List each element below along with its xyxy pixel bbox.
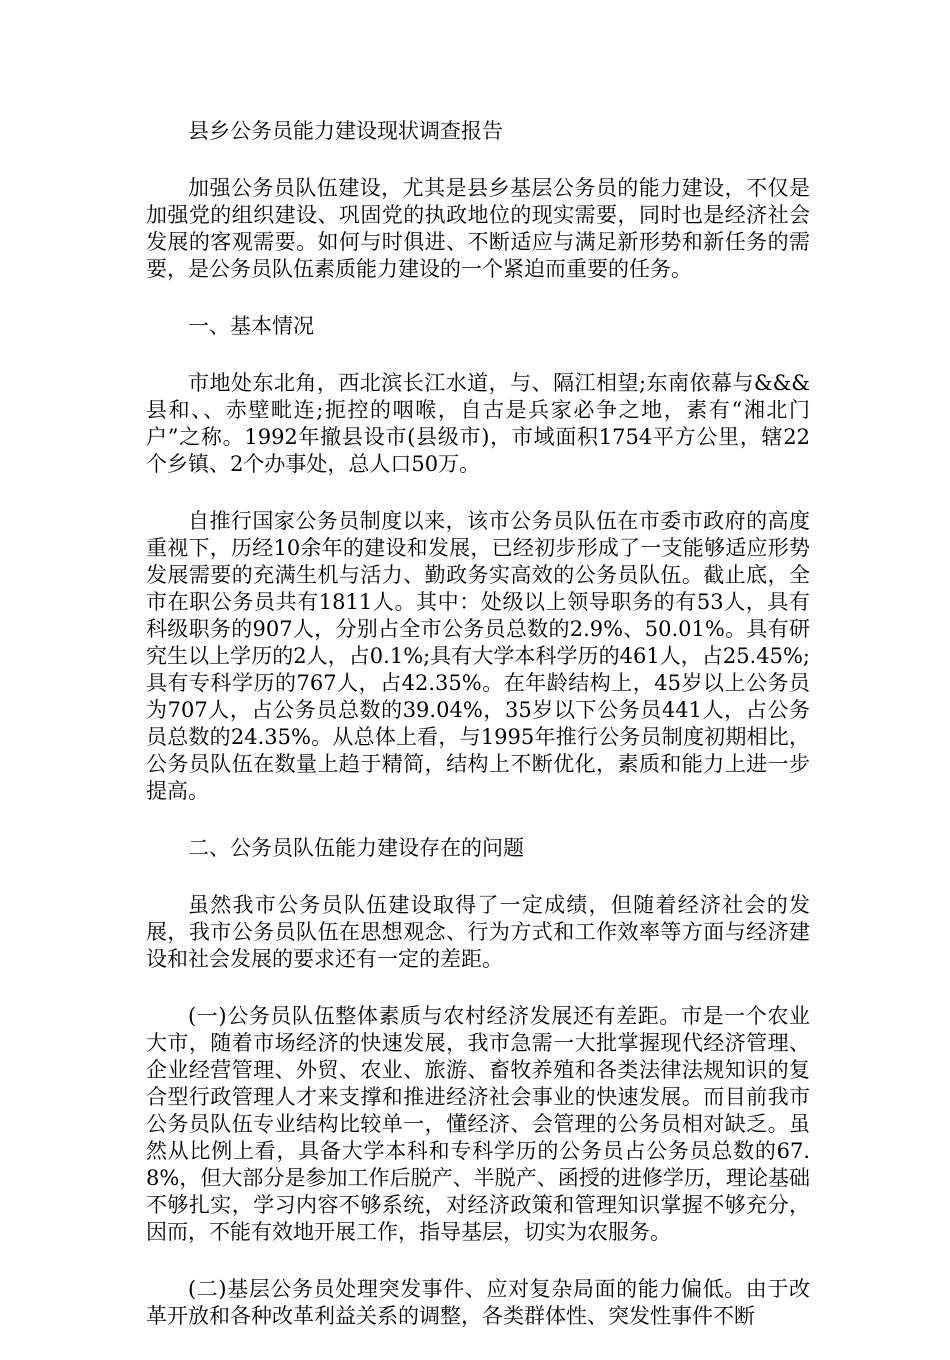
paragraph-problem-two: (二)基层公务员处理突发事件、应对复杂局面的能力偏低。由于改革开放和各种改革利益关系的调整，各类群体性、突发性事件不断 xyxy=(146,1277,810,1328)
paragraph-problem-one: (一)公务员队伍整体素质与农村经济发展还有差距。市是一个农业大市，随着市场经济的快速发展，我市急需一大批掌握现代经济管理、企业经营管理、外贸、农业、旅游、畜牧养殖和各类法律法规知识的复合型行政管理人才来支撑和推进经济社会事业的快速发展。而目前我市公务员队伍专业结构比较单一，懂经济、会管理的公务员相对缺乏。虽然从比例上看，具备大学本科和专科学历的公务员占公务员总数的67.8%，但大部分是参加工作后脱产、半脱产、函授的进修学历，理论基础不够扎实，学习内容不够系统，对经济政策和管理知识掌握不够充分，因而，不能有效地开展工作，指导基层，切实为农服务。 xyxy=(146,1004,810,1244)
intro-paragraph: 加强公务员队伍建设，尤其是县乡基层公务员的能力建设，不仅是加强党的组织建设、巩固党的执政地位的现实需要，同时也是经济社会发展的客观需要。如何与时俱进、不断适应与满足新形势和新任务的需要，是公务员队伍素质能力建设的一个紧迫而重要的任务。 xyxy=(146,176,810,281)
document-title: 县乡公务员能力建设现状调查报告 xyxy=(188,119,503,143)
paragraph-city-overview: 市地处东北角，西北滨长江水道，与、隔江相望;东南依幕与&&&县和、、赤壁毗连;扼控的咽喉，自古是兵家必争之地，素有“湘北门户”之称。1992年撤县设市(县级市)，市域面积1754平方公里，辖22个乡镇、2个办事处，总人口50万。 xyxy=(146,371,810,476)
paragraph-civil-service-statistics: 自推行国家公务员制度以来，该市公务员队伍在市委市政府的高度重视下，历经10余年的建设和发展，已经初步形成了一支能够适应形势发展需要的充满生机与活力、勤政务实高效的公务员队伍。截止底，全市在职公务员共有1811人。其中：处级以上领导职务的有53人，具有科级职务的907人，分别占全市公务员总数的2.9%、50.01%。具有研究生以上学历的2人，占0.1%;具有大学本科学历的461人，占25.45%;具有专科学历的767人，占42.35%。在年龄结构上，45岁以上公务员为707人，占公务员总数的39.04%，35岁以下公务员441人，占公务员总数的24.35%。从总体上看，与1995年推行公务员制度初期相比，公务员队伍在数量上趋于精简，结构上不断优化，素质和能力上进一步提高。 xyxy=(146,509,810,803)
section-heading-basic-situation: 一、基本情况 xyxy=(188,314,314,338)
document-page xyxy=(146,118,810,1360)
section-heading-problems: 二、公务员队伍能力建设存在的问题 xyxy=(188,836,524,860)
paragraph-problems-intro: 虽然我市公务员队伍建设取得了一定成绩，但随着经济社会的发展，我市公务员队伍在思想观念、行为方式和工作效率等方面与经济建设和社会发展的要求还有一定的差距。 xyxy=(146,893,810,971)
